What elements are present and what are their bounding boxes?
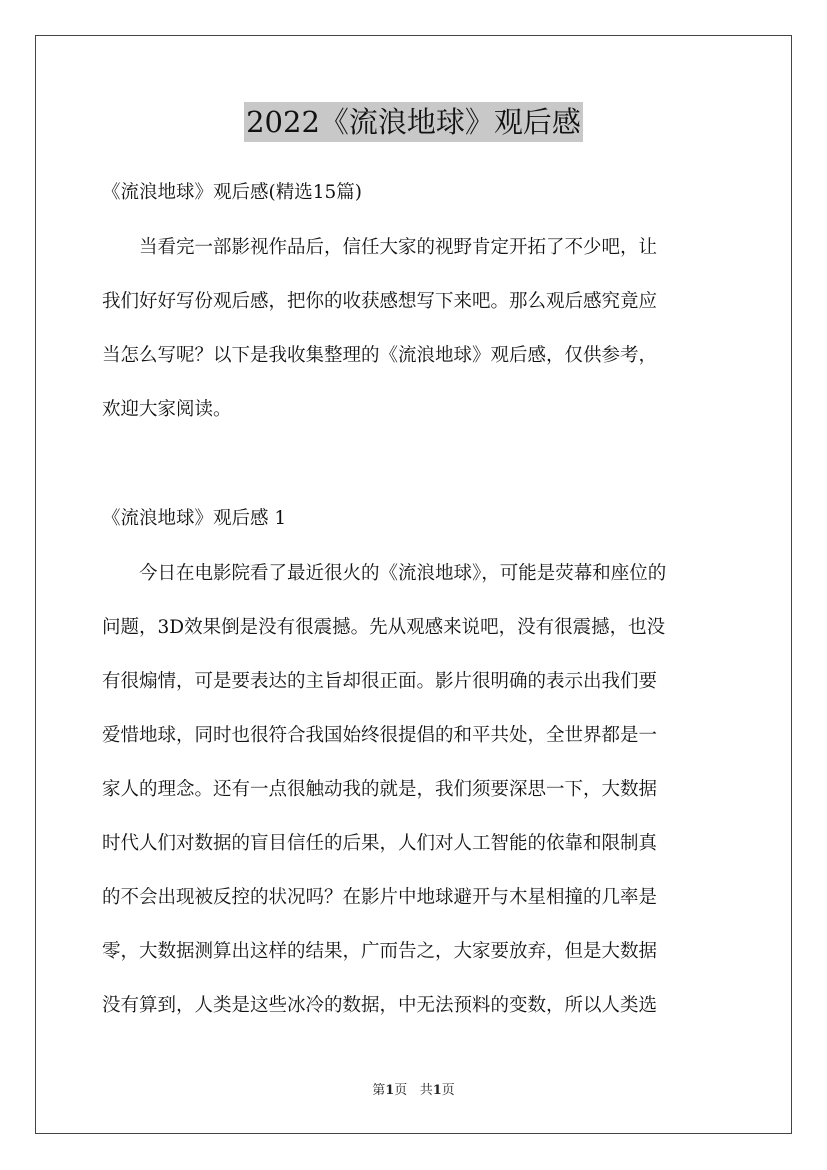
paragraph-line: 我们好好写份观后感，把你的收获感想写下来吧。那么观后感究竟应: [102, 291, 658, 312]
paragraph-line: 时代人们对数据的盲目信任的后果，人们对人工智能的依靠和限制真: [102, 833, 658, 854]
paragraph-line: 没有算到，人类是这些冰冷的数据，中无法预料的变数，所以人类选: [102, 995, 658, 1016]
intro-paragraph: [102, 221, 728, 437]
paragraph-line: 当看完一部影视作品后，信任大家的视野肯定开拓了不少吧，让: [102, 237, 658, 258]
title-container: [0, 102, 827, 142]
document-title: 2022《流浪地球》观后感: [244, 102, 583, 142]
total-prefix: 共: [419, 1083, 433, 1098]
page-footer: [0, 1081, 827, 1101]
paragraph-line: 有很煽情，可是要表达的主旨却很正面。影片很明确的表示出我们要: [102, 671, 658, 692]
paragraph-line: 当怎么写呢？以下是我收集整理的《流浪地球》观后感，仅供参考，: [102, 345, 658, 366]
paragraph-line: 欢迎大家阅读。: [102, 399, 232, 420]
section-paragraph: [102, 547, 728, 1033]
total-suffix: 页: [441, 1083, 455, 1098]
page-suffix: 页: [394, 1083, 408, 1098]
page-prefix: 第: [372, 1083, 386, 1098]
paragraph-line: 爱惜地球，同时也很符合我国始终很提倡的和平共处，全世界都是一: [102, 725, 658, 746]
document-subtitle: 《流浪地球》观后感(精选15篇): [102, 182, 362, 203]
paragraph-line: 问题，3D效果倒是没有很震撼。先从观感来说吧，没有很震撼，也没: [102, 617, 666, 638]
paragraph-line: 的不会出现被反控的状况吗？在影片中地球避开与木星相撞的几率是: [102, 887, 658, 908]
paragraph-line: 家人的理念。还有一点很触动我的就是，我们须要深思一下，大数据: [102, 779, 658, 800]
paragraph-line: 零，大数据测算出这样的结果，广而告之，大家要放弃，但是大数据: [102, 941, 658, 962]
total-pages: 1: [432, 1083, 442, 1098]
page-number: 1: [385, 1083, 395, 1098]
paragraph-line: 今日在电影院看了最近很火的《流浪地球》，可能是荧幕和座位的: [102, 563, 667, 584]
section-heading: 《流浪地球》观后感 1: [102, 508, 287, 529]
